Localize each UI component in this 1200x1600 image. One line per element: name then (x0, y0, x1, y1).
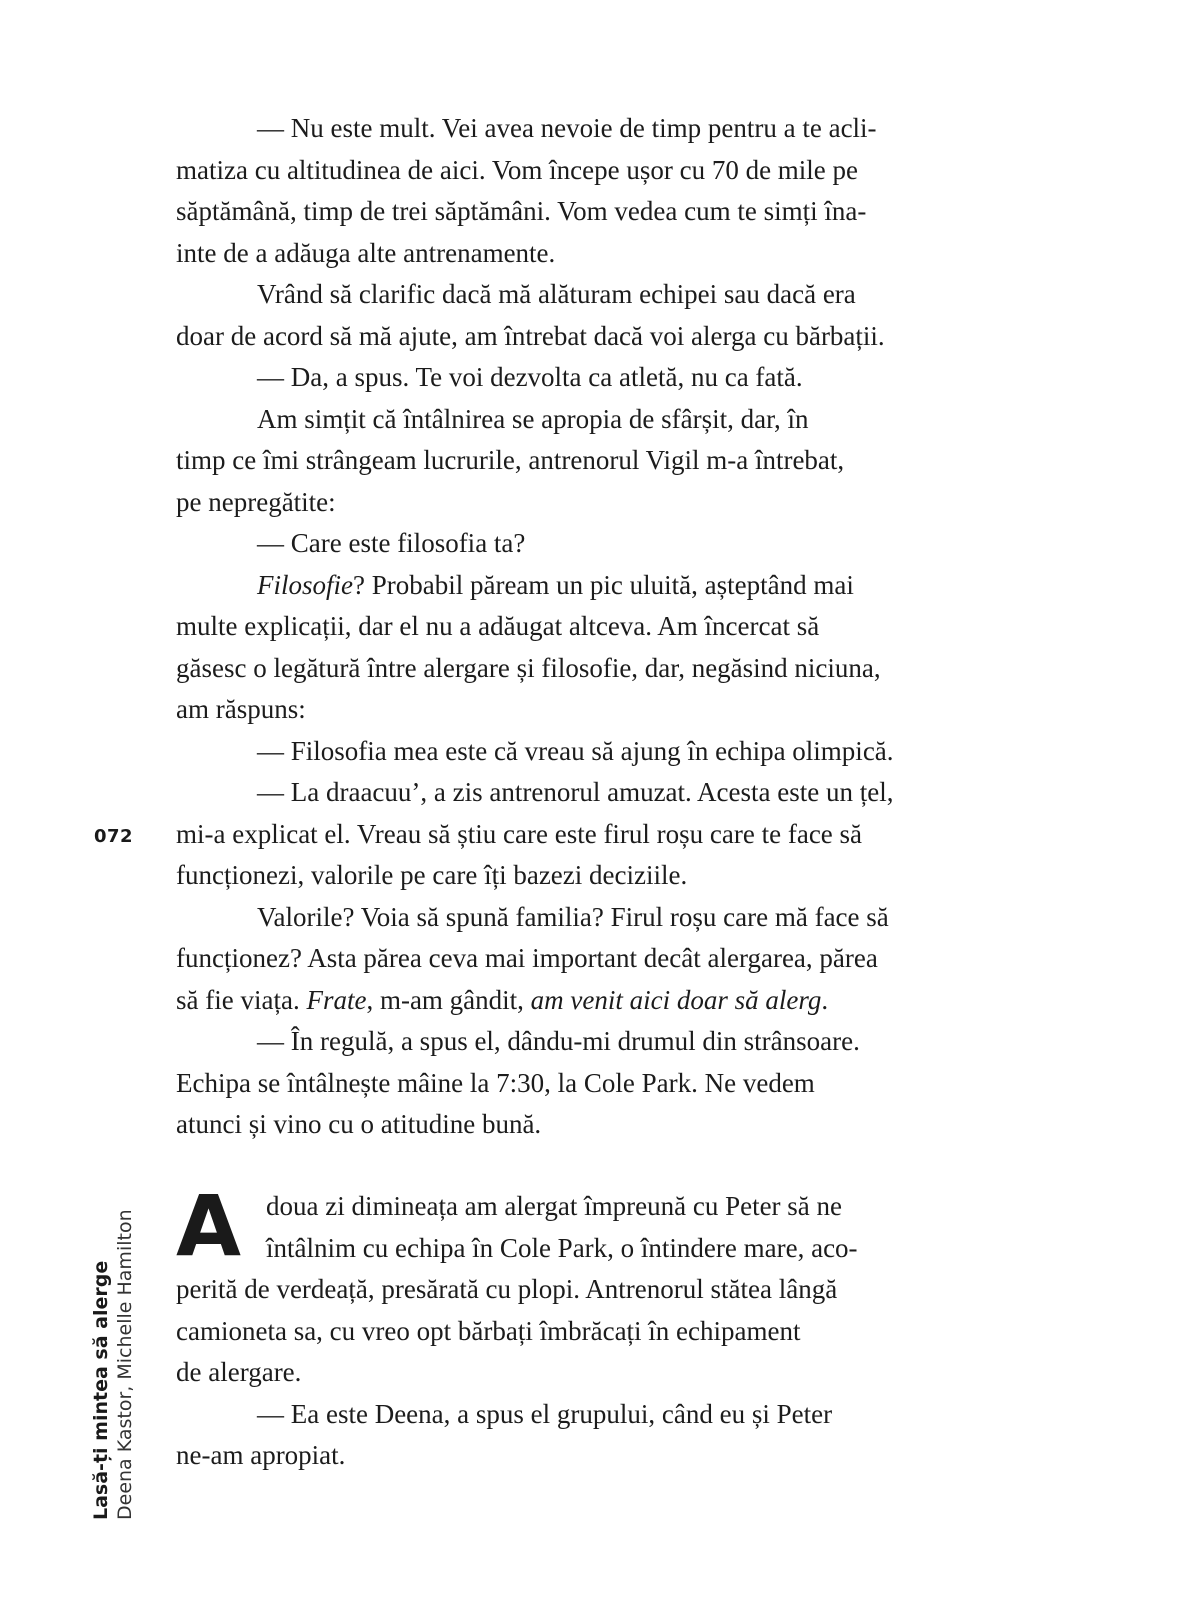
text-line: matiza cu altitudinea de aici. Vom începe ușor cu 70 de mile pe (176, 154, 859, 185)
italic-phrase: am venit aici doar să alerg (530, 984, 822, 1015)
text-line: găsesc o legătură între alergare și filosofie, dar, negăsind niciuna, (176, 652, 881, 683)
text-line: timp ce îmi strângeam lucrurile, antrenorul Vigil m-a întrebat, (176, 445, 845, 475)
italic-word: Filosofie (257, 569, 353, 600)
text-line: camioneta sa, cu vreo opt bărbați îmbrăcați în echipament (176, 1315, 801, 1346)
text-line: — În regulă, a spus el, dându-mi drumul din strânsoare. (257, 1026, 860, 1056)
text-line: — La draacuu’, a zis antrenorul amuzat. Acesta este un țel, (257, 777, 894, 807)
text-line: mi-a explicat el. Vreau să știu care este firul roșu care te face să (176, 818, 863, 849)
italic-word: Frate (306, 984, 367, 1015)
text-line: ne-am apropiat. (176, 1440, 346, 1470)
text-span: . (821, 984, 829, 1015)
text-line: doar de acord să mă ajute, am întrebat dacă voi alerga cu bărbații. (176, 320, 885, 351)
text-line: doua zi dimineața am alergat împreună cu Peter să ne (266, 1191, 843, 1221)
text-line: — Ea este Deena, a spus el grupului, când eu și Peter (257, 1398, 833, 1429)
text-line: Echipa se întâlnește mâine la 7:30, la Cole Park. Ne vedem (176, 1067, 815, 1098)
text-line: funcționezi, valorile pe care îți bazezi deciziile. (176, 860, 688, 890)
text-span: ? Probabil păream un pic uluită, așteptând mai (353, 569, 854, 600)
text-line: săptămână, timp de trei săptămâni. Vom vedea cum te simți îna- (176, 196, 867, 226)
text-line: atunci și vino cu o atitudine bună. (176, 1109, 542, 1139)
text-line: — Nu este mult. Vei avea nevoie de timp pentru a te acli- (257, 113, 877, 143)
text-span: să fie viața. (176, 984, 307, 1015)
text-span: , m-am gândit, (366, 984, 531, 1015)
running-head-vertical (89, 1209, 137, 1520)
text-line: pe nepregătite: (176, 486, 336, 517)
text-line: — Filosofia mea este că vreau să ajung în echipa olimpică. (257, 735, 894, 766)
text-line: inte de a adăuga alte antrenamente. (176, 237, 556, 268)
text-line: Am simțit că întâlnirea se apropia de sfârșit, dar, în (257, 403, 809, 434)
text-line: perită de verdeață, presărată cu plopi. Antrenorul stătea lângă (176, 1274, 838, 1304)
book-title: Lasă-ți mintea să alerge (90, 1260, 112, 1520)
body-text-section-2 (176, 1177, 1016, 1477)
text-line (176, 980, 1016, 1022)
body-text-section-1 (176, 108, 1016, 1146)
text-line (176, 565, 1016, 607)
page-number: 072 (94, 826, 134, 847)
text-line: de alergare. (176, 1357, 302, 1387)
text-line: funcționez? Asta părea ceva mai important decât alergarea, părea (176, 943, 878, 973)
text-line: întâlnim cu echipa în Cole Park, o întindere mare, aco- (266, 1232, 858, 1263)
text-line: Valorile? Voia să spună familia? Firul roșu care mă face să (257, 901, 889, 932)
text-line: Vrând să clarific dacă mă alăturam echipei sau dacă era (257, 279, 856, 309)
text-line: am răspuns: (176, 694, 306, 724)
text-line: multe explicații, dar el nu a adăugat altceva. Am încercat să (176, 611, 820, 641)
drop-cap: A (176, 1177, 242, 1275)
book-authors: Deena Kastor, Michelle Hamilton (114, 1209, 136, 1520)
text-line: — Da, a spus. Te voi dezvolta ca atletă, nu ca fată. (257, 362, 803, 392)
text-line: — Care este filosofia ta? (257, 528, 526, 558)
